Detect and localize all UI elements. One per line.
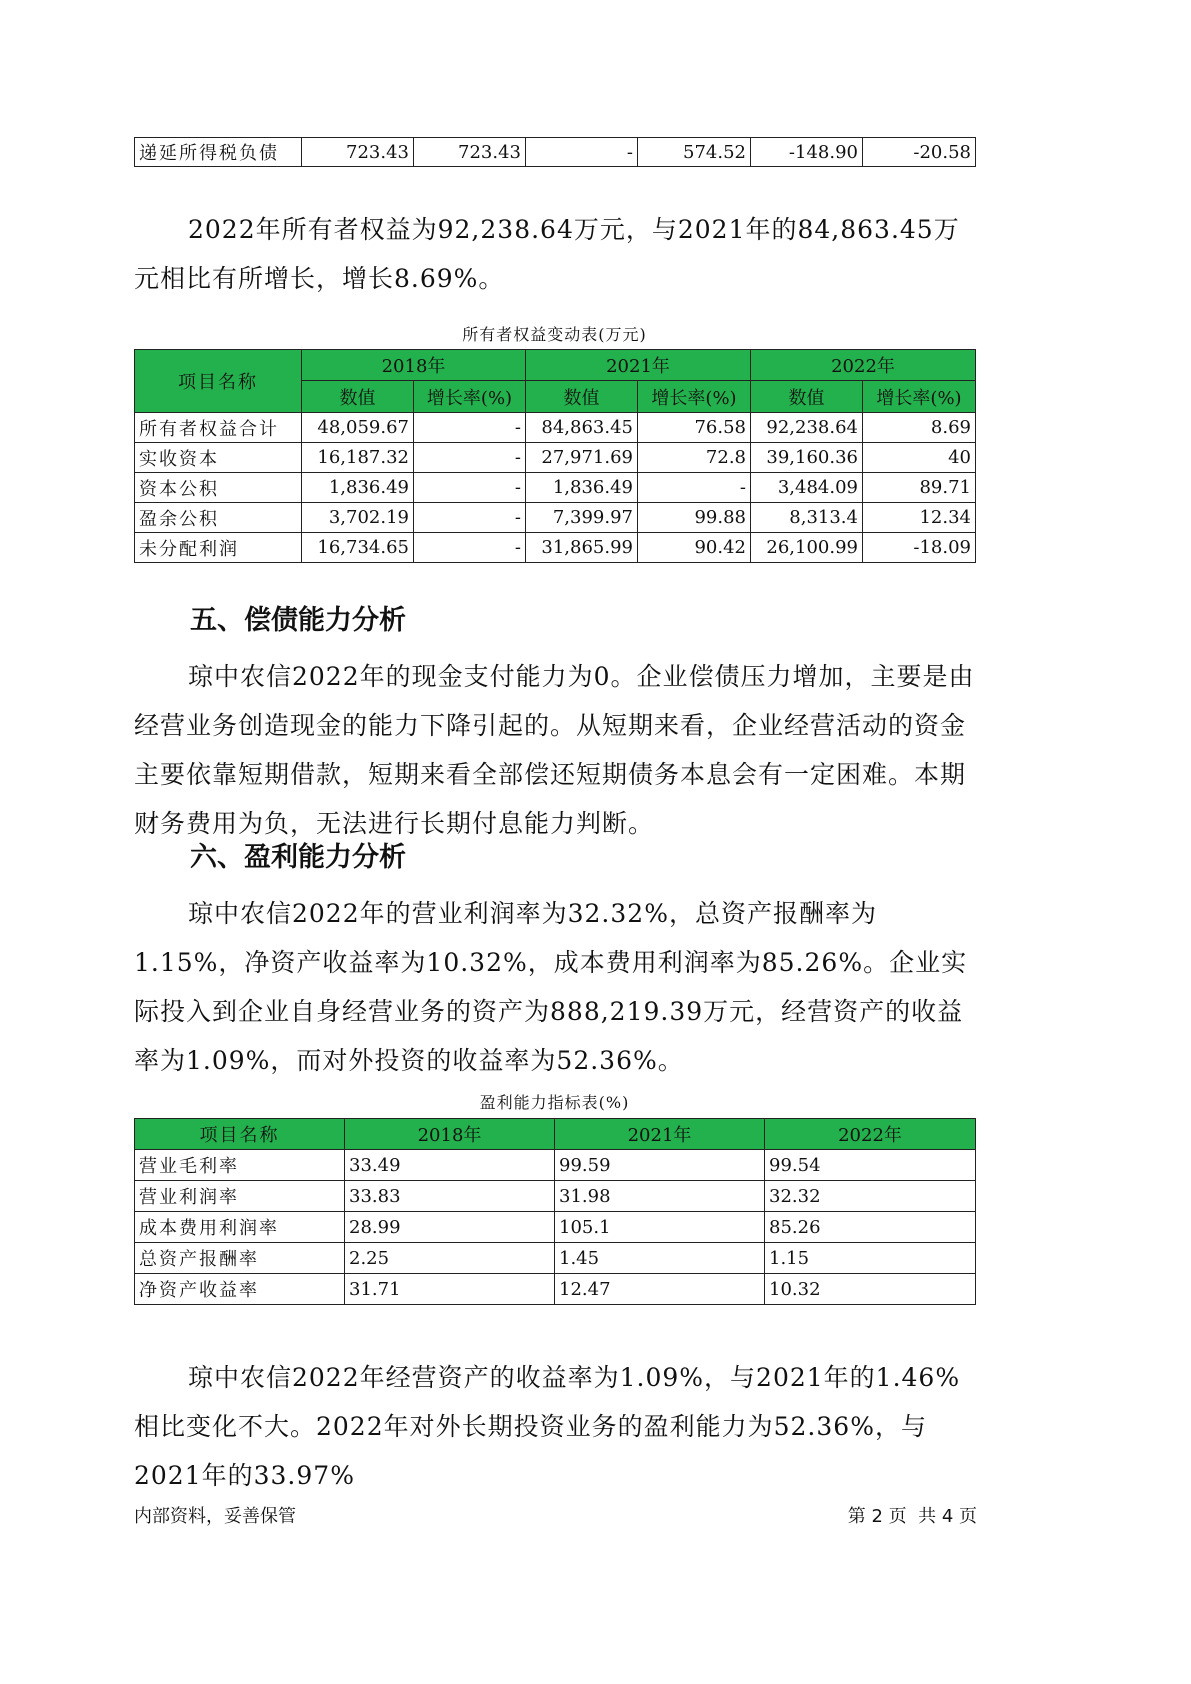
deferred-tax-table — [134, 137, 976, 167]
cell-value: 8,313.4 — [751, 503, 863, 533]
table-row — [135, 533, 976, 563]
cell-value: 99.59 — [555, 1150, 765, 1181]
table-row — [135, 1274, 976, 1305]
header-year-2022: 2022年 — [751, 350, 976, 381]
profitability-table — [134, 1118, 976, 1305]
header-growth: 增长率(%) — [863, 381, 976, 413]
cell-growth: 8.69 — [863, 413, 976, 443]
cell-growth: 72.8 — [638, 443, 751, 473]
cell-growth: -18.09 — [863, 533, 976, 563]
operating-assets-paragraph — [134, 1353, 984, 1500]
cell-value: 28.99 — [345, 1212, 555, 1243]
table-row — [135, 1150, 976, 1181]
cell-value: 26,100.99 — [751, 533, 863, 563]
footer-page-number: 第 2 页 共 4 页 — [847, 1506, 977, 1527]
cell-value: 574.52 — [638, 138, 751, 167]
header-year-2018: 2018年 — [345, 1119, 555, 1150]
cell-growth: - — [414, 503, 526, 533]
cell-value: 31,865.99 — [526, 533, 638, 563]
cell-value: 31.98 — [555, 1181, 765, 1212]
header-year-2022: 2022年 — [765, 1119, 976, 1150]
cell-value: 12.47 — [555, 1274, 765, 1305]
cell-value: 1,836.49 — [526, 473, 638, 503]
cell-growth: 99.88 — [638, 503, 751, 533]
header-growth: 增长率(%) — [414, 381, 526, 413]
cell-value: 723.43 — [302, 138, 414, 167]
paragraph-text: 琼中农信2022年的营业利润率为32.32%，总资产报酬率为1.15%，净资产收益率为10.32%，成本费用利润率为85.26%。企业实际投入到企业自身经营业务的资产为888,219.39万元，经营资产的收益率为1.09%，而对外投资的收益率为52.36%。 — [134, 899, 968, 1075]
cell-value: 1.45 — [555, 1243, 765, 1274]
header-value: 数值 — [302, 381, 414, 413]
row-name: 未分配利润 — [135, 533, 302, 563]
cell-value: - — [526, 138, 638, 167]
equity-change-table — [134, 349, 976, 563]
row-name: 实收资本 — [135, 443, 302, 473]
header-year-2021: 2021年 — [555, 1119, 765, 1150]
cell-growth: - — [414, 473, 526, 503]
cell-value: 105.1 — [555, 1212, 765, 1243]
cell-value: 33.49 — [345, 1150, 555, 1181]
cell-value: 32.32 — [765, 1181, 976, 1212]
cell-value: 48,059.67 — [302, 413, 414, 443]
cell-growth: - — [414, 413, 526, 443]
row-name: 营业毛利率 — [135, 1150, 345, 1181]
cell-growth: 89.71 — [863, 473, 976, 503]
equity-summary-paragraph — [134, 205, 984, 303]
table-row — [135, 1181, 976, 1212]
paragraph-text: 琼中农信2022年经营资产的收益率为1.09%，与2021年的1.46%相比变化不大。2022年对外长期投资业务的盈利能力为52.36%，与2021年的33.97% — [134, 1363, 961, 1490]
row-name: 所有者权益合计 — [135, 413, 302, 443]
cell-value: 723.43 — [414, 138, 526, 167]
cell-value: 33.83 — [345, 1181, 555, 1212]
row-name: 营业利润率 — [135, 1181, 345, 1212]
row-name: 总资产报酬率 — [135, 1243, 345, 1274]
cell-value: 99.54 — [765, 1150, 976, 1181]
cell-value: 1,836.49 — [302, 473, 414, 503]
header-year-2021: 2021年 — [526, 350, 751, 381]
cell-growth: - — [414, 443, 526, 473]
profitability-paragraph — [134, 889, 984, 1085]
header-item-name: 项目名称 — [135, 1119, 345, 1150]
cell-value: 27,971.69 — [526, 443, 638, 473]
cell-value: -148.90 — [751, 138, 863, 167]
section-heading-solvency: 五、偿债能力分析 — [190, 605, 406, 636]
table-row — [135, 503, 976, 533]
header-value: 数值 — [751, 381, 863, 413]
header-value: 数值 — [526, 381, 638, 413]
table-row — [135, 443, 976, 473]
cell-growth: 40 — [863, 443, 976, 473]
header-item-name: 项目名称 — [135, 350, 302, 413]
cell-growth: 90.42 — [638, 533, 751, 563]
header-growth: 增长率(%) — [638, 381, 751, 413]
cell-value: 2.25 — [345, 1243, 555, 1274]
row-name: 成本费用利润率 — [135, 1212, 345, 1243]
cell-growth: 12.34 — [863, 503, 976, 533]
table-row — [135, 138, 976, 167]
footer-confidential: 内部资料，妥善保管 — [134, 1506, 296, 1527]
profit-table-caption: 盈利能力指标表(%) — [479, 1093, 630, 1112]
cell-value: -20.58 — [863, 138, 976, 167]
cell-value: 39,160.36 — [751, 443, 863, 473]
row-name: 净资产收益率 — [135, 1274, 345, 1305]
cell-value: 3,702.19 — [302, 503, 414, 533]
row-name: 盈余公积 — [135, 503, 302, 533]
cell-value: 16,187.32 — [302, 443, 414, 473]
cell-growth: - — [414, 533, 526, 563]
cell-value: 10.32 — [765, 1274, 976, 1305]
cell-value: 85.26 — [765, 1212, 976, 1243]
row-name: 资本公积 — [135, 473, 302, 503]
paragraph-text: 琼中农信2022年的现金支付能力为0。企业偿债压力增加，主要是由经营业务创造现金的能力下降引起的。从短期来看，企业经营活动的资金主要依靠短期借款，短期来看全部偿还短期债务本息会有一定困难。本期财务费用为负，无法进行长期付息能力判断。 — [134, 662, 975, 838]
cell-value: 16,734.65 — [302, 533, 414, 563]
table-row — [135, 1212, 976, 1243]
cell-value: 92,238.64 — [751, 413, 863, 443]
cell-growth: - — [638, 473, 751, 503]
cell-value: 84,863.45 — [526, 413, 638, 443]
table-row — [135, 1243, 976, 1274]
section-heading-profitability: 六、盈利能力分析 — [190, 842, 406, 873]
cell-value: 3,484.09 — [751, 473, 863, 503]
cell-growth: 76.58 — [638, 413, 751, 443]
cell-value: 1.15 — [765, 1243, 976, 1274]
table-row — [135, 413, 976, 443]
solvency-paragraph — [134, 652, 984, 848]
equity-table-caption: 所有者权益变动表(万元) — [462, 325, 647, 344]
row-name: 递延所得税负债 — [135, 138, 302, 167]
table-row — [135, 473, 976, 503]
cell-value: 31.71 — [345, 1274, 555, 1305]
cell-value: 7,399.97 — [526, 503, 638, 533]
paragraph-text: 2022年所有者权益为92,238.64万元，与2021年的84,863.45万元相比有所增长，增长8.69%。 — [134, 215, 960, 293]
header-year-2018: 2018年 — [302, 350, 526, 381]
